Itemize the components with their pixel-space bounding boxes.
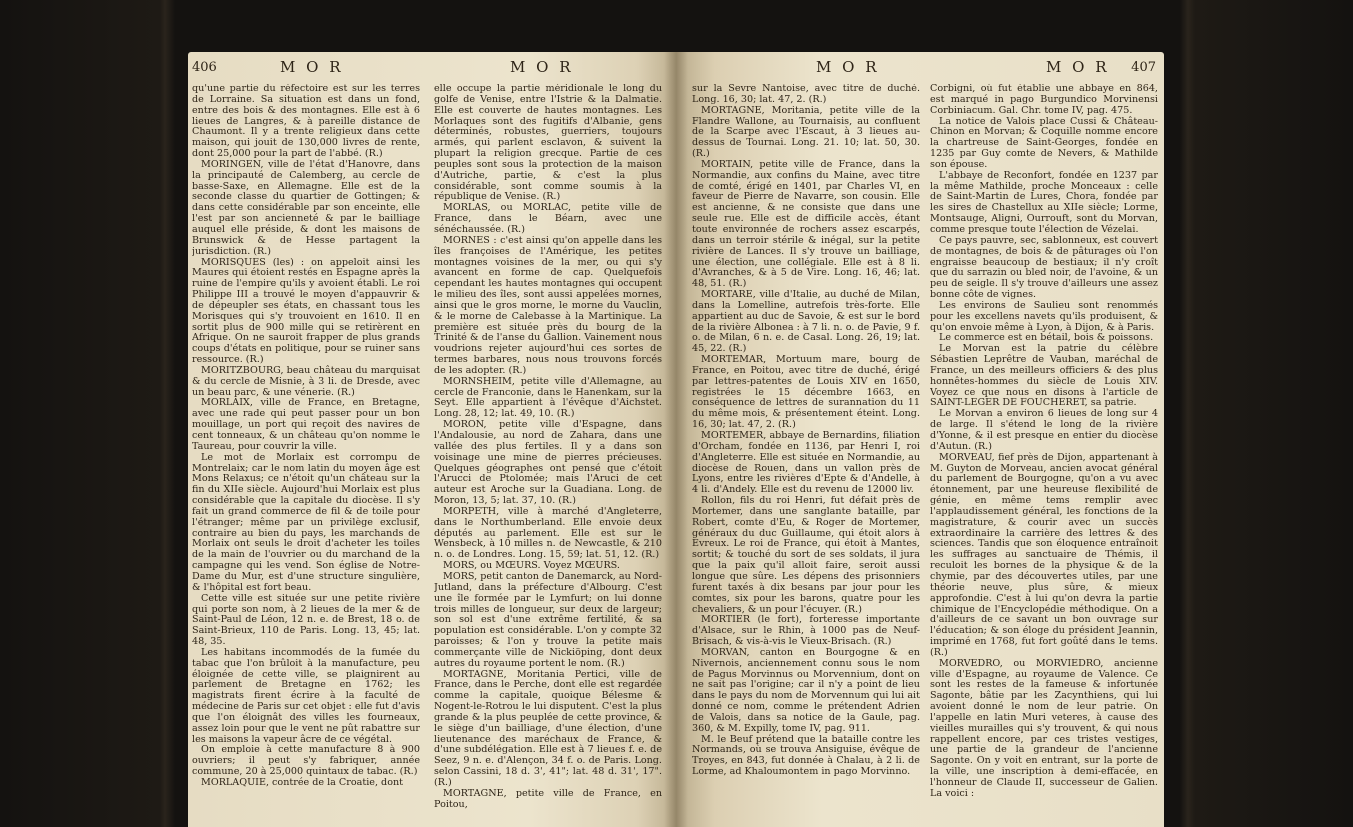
paragraph: Les environs de Saulieu sont renommés pour les excellens navets qu'ils produisent, & qu'on envoie même à Lyon, à Dijon, & à Paris.	[930, 299, 1158, 333]
paragraph: MORTAGNE, Moritania Pertici, ville de France, dans le Perche, dont elle est regardée comme la capitale, quoique Bélesme & Nogent-le-Rotrou le lui disputent. C'est la plus grande & la plus peuplée de cette province, & le siège d'un bailliage, d'une élection, d'une lieutenance des maréchaux de France, & d'une subdélégation. Elle est à 7 lieues f. e. de Seez, 9 n. e. d'Alençon, 34 f. o. de Paris. Long. selon Cassini, 18 d. 3', 41"; lat. 48 d. 31', 17". (R.)	[434, 668, 662, 788]
paragraph: MORVAN, canton en Bourgogne & en Nivernois, anciennement connu sous le nom de Pagus Morvinnus ou Morvennium, dont on ne sait pas l'origine; car il n'y a point de lieu dans le pays du nom de Morvennum qui lui ait donné ce nom, comme le prétendent Adrien de Valois, dans sa notice de la Gaule, pag. 360, & M. Expilly, tome IV, pag. 911.	[692, 646, 920, 734]
right-page	[676, 52, 1164, 827]
left-page	[188, 52, 676, 827]
left-running-head-2: M O R	[510, 58, 574, 76]
paragraph: MORVEAU, fief près de Dijon, appartenant à M. Guyton de Morveau, ancien avocat général du parlement de Bourgogne, qu'on a vu avec étonnement, par une heureuse flexibilité de génie, en même tems remplir avec l'applaudissement général, les fonctions de la magistrature, & courir avec un succès extraordinaire la carrière des lettres & des sciences. Tandis que son éloquence entraînoit les suffrages au sanctuaire de Thémis, il reculoit les bornes de la physique & de la chymie, par des découvertes utiles, par une théorie neuve, plus sûre, & mieux approfondie. C'est à lui qu'on devra la partie chimique de l'Encyclopédie méthodique. On a d'ailleurs de ce savant un bon ouvrage sur l'éducation; & son éloge du président Jeannin, imprimé en 1768, fut fort goûté dans le tems. (R.)	[930, 451, 1158, 658]
left-page-column-2	[434, 84, 662, 824]
paragraph: Corbigni, où fut établie une abbaye en 864, est marqué in pago Burgundico Morvinensi Corbiniacum. Gal. Chr. tome IV, pag. 475.	[930, 84, 1158, 116]
paragraph: On emploie à cette manufacture 8 à 900 ouvriers; il peut s'y fabriquer, année commune, 20 à 25,000 quintaux de tabac. (R.)	[192, 744, 420, 778]
left-page-number: 406	[192, 60, 217, 75]
paragraph: Les habitans incommodés de la fumée du tabac que l'on brûloit à la manufacture, peu éloignée de cette ville, se plaignirent au parlement de Bretagne en 1762; les magistrats firent écrire à la faculté de médecine de Paris sur cet objet : elle fut d'avis que l'on éloignât des villes les fourneaux, assez loin pour que le vent ne pût rabattre sur les maisons la vapeur âcre de ce végétal.	[192, 646, 420, 745]
paragraph: sur la Sevre Nantoise, avec titre de duché. Long. 16, 30; lat. 47, 2. (R.)	[692, 84, 920, 105]
paragraph: MORS, petit canton de Danemarck, au Nord-Jutland, dans la préfecture d'Albourg. C'est une île formée par le Lymfurt; on lui donne trois milles de longueur, sur deux de largeur; son sol est d'une extrême fertilité, & sa population est considérable. L'on y compte 32 paroisses; & l'on y trouve la petite mais commerçante ville de Nickiöping, dont deux autres du royaume portent le nom. (R.)	[434, 570, 662, 669]
paragraph: MORISQUES (les) : on appeloit ainsi les Maures qui étoient restés en Espagne après la ruine de l'empire qu'ils y avoient établi. Le roi Philippe III a trouvé le moyen d'appauvrir & de dépeupler ses états, en chassant tous les Morisques qui s'y trouvoient en 1610. Il en sortit plus de 900 mille qui se retirèrent en Afrique. On ne sauroit frapper de plus grands coups d'états en politique, pour se ruiner sans ressource. (R.)	[192, 256, 420, 366]
paragraph: MORTAIN, petite ville de France, dans la Normandie, aux confins du Maine, avec titre de comté, érigé en 1401, par Charles VI, en faveur de Pierre de Navarre, son cousin. Elle est ancienne, & ne consiste que dans une seule rue. Elle est de difficile accès, étant toute environnée de rochers assez escarpés, dans un terroir stérile & inégal, sur la petite rivière de Lances. Il s'y trouve un bailliage, une élection, une collégiale. Elle est à 8 li. d'Avranches, & à 5 de Vire. Long. 16, 46; lat. 48, 51. (R.)	[692, 158, 920, 290]
paragraph: Cette ville est située sur une petite rivière qui porte son nom, à 2 lieues de la mer & de Saint-Paul de Léon, 12 n. e. de Brest, 18 o. de Saint-Brieux, 110 de Paris. Long. 13, 45; lat. 48, 35.	[192, 592, 420, 648]
paragraph: MORPETH, ville à marché d'Angleterre, dans le Northumberland. Elle envoie deux députés au parlement. Elle est sur le Wensbeck, à 10 milles n. de Newcastle, & 210 n. o. de Londres. Long. 15, 59; lat. 51, 12. (R.)	[434, 505, 662, 561]
paragraph: qu'une partie du réfectoire est sur les terres de Lorraine. Sa situation est dans un fond, entre des bois & des montagnes. Elle est à 6 lieues de Langres, & à pareille distance de Chaumont. Il y a trente religieux dans cette maison, qui jouit de 130,000 livres de rente, dont 25,000 pour la part de l'abbé. (R.)	[192, 84, 420, 160]
paragraph: MORTIER (le fort), forteresse importante d'Alsace, sur le Rhin, à 1000 pas de Neuf-Brisach, & vis-à-vis le Vieux-Brisach. (R.)	[692, 614, 920, 648]
paragraph: MORINGEN, ville de l'état d'Hanovre, dans la principauté de Calemberg, au cercle de basse-Saxe, en Allemagne. Elle est de la seconde classe du quartier de Gottingen; & dans cette considérable par son enceinte, elle l'est par son ancienneté & par le bailliage auquel elle préside, & dont les maisons de Brunswick & de Hesse partagent la jurisdiction. (R.)	[192, 158, 420, 257]
paragraph: MORTEMER, abbaye de Bernardins, filiation d'Orcham, fondée en 1136, par Henri I, roi d'Angleterre. Elle est située en Normandie, au diocèse de Rouen, dans un vallon près de Lyons, entre les rivières d'Epte & d'Andelle, à 4 li. d'Andely. Elle est du revenu de 12000 liv.	[692, 430, 920, 496]
paragraph: Le mot de Morlaix est corrompu de Montrelaix; car le nom latin du moyen âge est Mons Relaxus; ce n'étoit qu'un château sur la fin du XIIe siècle. Aujourd'hui Morlaix est plus considérable que la capitale du diocèse. Il s'y fait un grand commerce de fil & de toile pour l'étranger; même par un privilège exclusif, contraire au bien du pays, les marchands de Morlaix ont seuls le droit d'acheter les toiles de la main de l'ouvrier ou du marchand de la campagne qui les vend. Son église de Notre-Dame du Mur, est d'une structure singulière, & l'hôpital est fort beau.	[192, 451, 420, 593]
paragraph: MORLAS, ou MORLAC, petite ville de France, dans le Béarn, avec une sénéchaussée. (R.)	[434, 202, 662, 235]
paragraph: Le commerce est en bétail, bois & poissons.	[939, 332, 1154, 344]
paragraph: MORTARE, ville d'Italie, au duché de Milan, dans la Lomelline, autrefois très-forte. Elle appartient au duc de Savoie, & est sur le bord de la rivière Albonea : à 7 li. n. o. de Pavie, 9 f. o. de Milan, 6 n. e. de Casal. Long. 26, 19; lat. 45, 22. (R.)	[692, 289, 920, 355]
paragraph: elle occupe la partie méridionale le long du golfe de Venise, entre l'Istrie & la Dalmatie. Elle est couverte de hautes montagnes. Les Morlaques sont des fugitifs d'Albanie, gens déterminés, robustes, guerriers, toujours armés, qui parlent esclavon, & suivent la plupart la religion grecque. Partie de ces peuples sont sous la protection de la maison d'Autriche, partie, & c'est la plus considérable, sont comme soumis à la république de Venise. (R.)	[434, 84, 662, 203]
right-running-head-1: M O R	[816, 58, 880, 76]
paragraph: MORTEMAR, Mortuum mare, bourg de France, en Poitou, avec titre de duché, érigé par lettres-patentes de Louis XIV en 1650, registrées le 15 décembre 1663, en conséquence de lettres de surannation du 11 du même mois, & présentement éteint. Long. 16, 30; lat. 47, 2. (R.)	[692, 354, 920, 431]
right-page-number: 407	[1131, 60, 1156, 75]
paragraph: M. le Beuf prétend que la bataille contre les Normands, où se trouva Ansiguise, évêque de Troyes, en 843, fut donnée à Chalau, à 2 li. de Lorme, ad Khaloumontem in pago Morvinno.	[692, 733, 920, 778]
paragraph: MORNES : c'est ainsi qu'on appelle dans les îles françoises de l'Amérique, les petites montagnes voisines de la mer, ou qui s'y avancent en forme de cap. Quelquefois cependant les hautes montagnes qui occupent le milieu des îles, sont aussi appelées mornes, ainsi que le gros morne, le morne du Vauclin, & le morne de Calebasse à la Martinique. La première est située près du bourg de la Trinité & de l'anse du Gallion. Vainement nous voudrions rejeter aujourd'hui ces sortes de termes barbares, nous nous trouvons forcés de les adopter. (R.)	[434, 234, 662, 376]
paragraph: Ce pays pauvre, sec, sablonneux, est couvert de montagnes, de bois & de pâturages où l'on engraisse beaucoup de bestiaux; il n'y croît que du sarrazin ou bled noir, de l'avoine, & un peu de seigle. Il s'y trouve d'ailleurs une assez bonne côte de vignes.	[930, 234, 1158, 301]
right-running-head-2: M O R	[1046, 58, 1110, 76]
left-running-head-1: M O R	[280, 58, 344, 76]
paragraph: MORTAGNE, petite ville de France, en Poitou,	[434, 787, 662, 810]
paragraph: MORLAQUIE, contrée de la Croatie, dont	[201, 777, 404, 788]
paragraph: Le Morvan est la patrie du célèbre Sébastien Leprêtre de Vauban, maréchal de France, un des meilleurs officiers & des plus honnêtes-hommes du siècle de Louis XIV. Voyez ce que nous en disons à l'article de SAINT-LEGER DE FOUCHERET, sa patrie.	[930, 343, 1158, 409]
paragraph: MORVEDRO, ou MORVIEDRO, ancienne ville d'Espagne, au royaume de Valence. Ce sont les restes de la fameuse & infortunée Sagonte, bâtie par les Zacynthiens, qui lui avoient donné le nom de leur patrie. On l'appelle en latin Muri veteres, à cause des vieilles murailles qui s'y trouvent, & qui nous rappellent encore, par ces tristes vestiges, une partie de la grandeur de l'ancienne Sagonte. On y voit en entrant, sur la porte de la ville, une inscription à demi-effacée, en l'honneur de Claude II, successeur de Galien. La voici :	[930, 657, 1158, 799]
paragraph: MORITZBOURG, beau château du marquisat & du cercle de Misnie, à 3 li. de Dresde, avec un beau parc, & une vénerie. (R.)	[192, 364, 420, 398]
paragraph: Le Morvan a environ 6 lieues de long sur 4 de large. Il s'étend le long de la rivière d'Yonne, & il est presque en entier du diocèse d'Autun. (R.)	[930, 408, 1158, 452]
paragraph: La notice de Valois place Cussi & Château-Chinon en Morvan; & Coquille nomme encore la chartreuse de Saint-Georges, fondée en 1235 par Guy comte de Nevers, & Mathilde son épouse.	[930, 115, 1158, 170]
paragraph: MORS, ou MŒURS. Voyez MŒURS.	[443, 560, 620, 572]
paragraph: MORTAGNE, Moritania, petite ville de la Flandre Wallone, au Tournaisis, au confluent de la Scarpe avec l'Escaut, à 3 lieues au-dessus de Tournai. Long. 21. 10; lat. 50, 30. (R.)	[692, 104, 920, 160]
right-page-column-1	[692, 84, 920, 824]
paragraph: MORON, petite ville d'Espagne, dans l'Andalousie, au nord de Zahara, dans une vallée des plus fertiles. Il y a dans son voisinage une mine de pierres précieuses. Quelques géographes ont pensé que c'étoit l'Arucci de Ptolomée; mais l'Aruci de cet auteur est Aroche sur la Guadiana. Long. de Moron, 13, 5; lat. 37, 10. (R.)	[434, 419, 662, 507]
paragraph: MORNSHEIM, petite ville d'Allemagne, au cercle de Franconie, dans le Hanenkam, sur la Seyt. Elle appartient à l'évêque d'Aichstet. Long. 28, 12; lat. 49, 10. (R.)	[434, 375, 662, 420]
paragraph: MORLAIX, ville de France, en Bretagne, avec une rade qui peut passer pour un bon mouillage, un port qui reçoit des navires de cent tonneaux, & un château qu'on nomme le Taureau, pour couvrir la ville.	[192, 397, 420, 452]
left-page-column-1	[192, 84, 420, 824]
paragraph: Rollon, fils du roi Henri, fut défait près de Mortemer, dans une sanglante bataille, par Robert, comte d'Eu, & Roger de Mortemer, généraux du duc Guillaume, qui étoit alors à Evreux. Le roi de France, qui étoit à Mantes, sortit; & touché du sort de ses soldats, il jura que la paix qu'il alloit faire, seroit aussi longue que sûre. Les dépens des prisonniers furent taxés à dix besans par jour pour les comtes, six pour les barons, quatre pour les chevaliers, & un pour l'écuyer. (R.)	[692, 495, 920, 615]
paragraph: L'abbaye de Reconfort, fondée en 1237 par la même Mathilde, proche Monceaux : celle de Saint-Martin de Lures, Chora, fondée par les sires de Chastellux au XIIe siècle; Lorme, Montsauge, Aligni, Ourrouft, sont du Morvan, comme presque toute l'élection de Vézelai.	[930, 169, 1158, 235]
left-page-header	[188, 58, 676, 80]
right-page-column-2	[930, 84, 1158, 824]
right-page-header	[676, 58, 1164, 80]
